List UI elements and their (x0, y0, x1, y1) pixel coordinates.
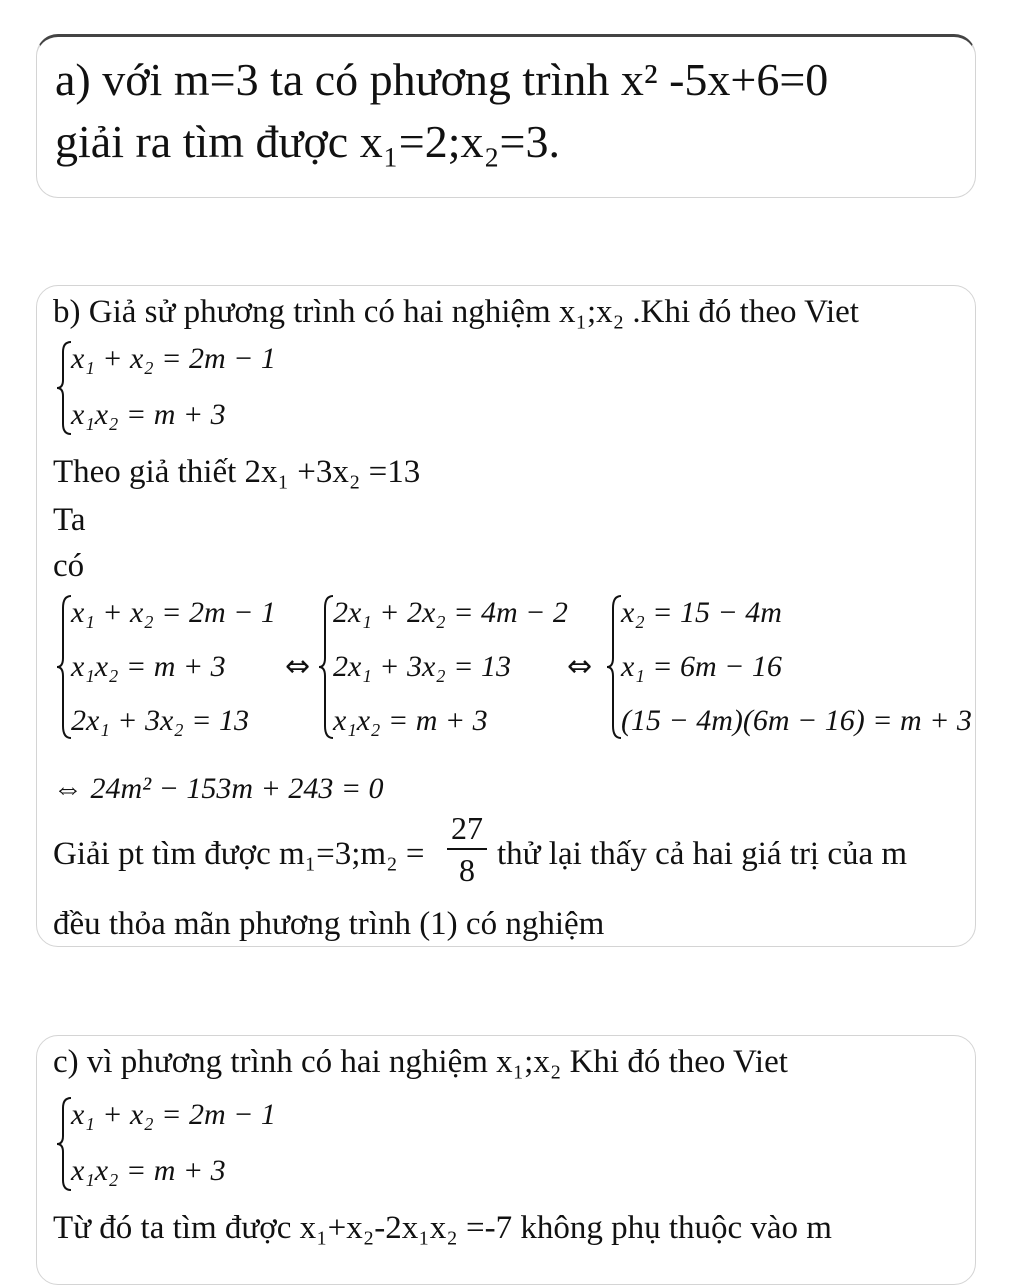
system-1-eq-3: 2x₁ + 3x₂ = 13 (71, 704, 249, 737)
system-3 (607, 592, 972, 742)
part-b-intro: b) Giả sử phương trình có hai nghiệm x₁;x₂ .Khi đó theo Viet (53, 294, 859, 330)
viet-b-product: x₁x₂ = m + 3 (71, 398, 226, 431)
equivalence-icon: ⇔ (567, 649, 593, 684)
system-1 (57, 592, 297, 742)
part-c-intro: c) vì phương trình có hai nghiệm x₁;x₂ Khi đó theo Viet (53, 1044, 788, 1080)
part-c-card (36, 1035, 976, 1285)
viet-system-b (57, 338, 317, 438)
fraction-denominator: 8 (459, 852, 475, 888)
viet-c-sum: x₁ + x₂ = 2m − 1 (71, 1098, 276, 1131)
part-a-card (36, 34, 976, 198)
equivalence-icon: ⇔ (285, 649, 311, 684)
system-3-eq-1: x₂ = 15 − 4m (621, 596, 782, 629)
part-b-card (36, 285, 976, 947)
part-a-line-1: a) với m=3 ta có phương trình x² -5x+6=0 (55, 54, 829, 105)
part-a-line-2: giải ra tìm được x₁=2;x₂=3. (55, 116, 560, 167)
fraction-numerator: 27 (451, 810, 483, 846)
viet-b-sum: x₁ + x₂ = 2m − 1 (71, 342, 276, 375)
system-1-eq-1: x₁ + x₂ = 2m − 1 (71, 596, 276, 629)
quadratic-equation: ⇔ 24m² − 153m + 243 = 0 (53, 772, 384, 805)
system-2 (319, 592, 579, 742)
co-word: có (53, 548, 85, 584)
system-3-eq-2: x₁ = 6m − 16 (621, 650, 782, 683)
hypothesis-line: Theo giả thiết 2x₁ +3x₂ =13 (53, 454, 421, 490)
viet-system-c (57, 1094, 317, 1194)
solve-suffix: thử lại thấy cả hai giá trị của m (497, 836, 908, 872)
fraction-bar (447, 848, 487, 850)
solve-prefix: Giải pt tìm được m₁=3;m₂ = (53, 836, 425, 872)
conclusion-line: đều thỏa mãn phương trình (1) có nghiệm (53, 906, 605, 942)
system-2-eq-3: x₁x₂ = m + 3 (333, 704, 488, 737)
system-1-eq-2: x₁x₂ = m + 3 (71, 650, 226, 683)
system-2-eq-2: 2x₁ + 3x₂ = 13 (333, 650, 511, 683)
ta-word: Ta (53, 502, 86, 538)
system-2-eq-1: 2x₁ + 2x₂ = 4m − 2 (333, 596, 568, 629)
system-3-eq-3: (15 − 4m)(6m − 16) = m + 3 (621, 704, 972, 737)
part-c-result: Từ đó ta tìm được x₁+x₂-2x₁x₂ =-7 không phụ thuộc vào m (53, 1210, 832, 1246)
fraction-27-8 (447, 812, 487, 886)
viet-c-product: x₁x₂ = m + 3 (71, 1154, 226, 1187)
